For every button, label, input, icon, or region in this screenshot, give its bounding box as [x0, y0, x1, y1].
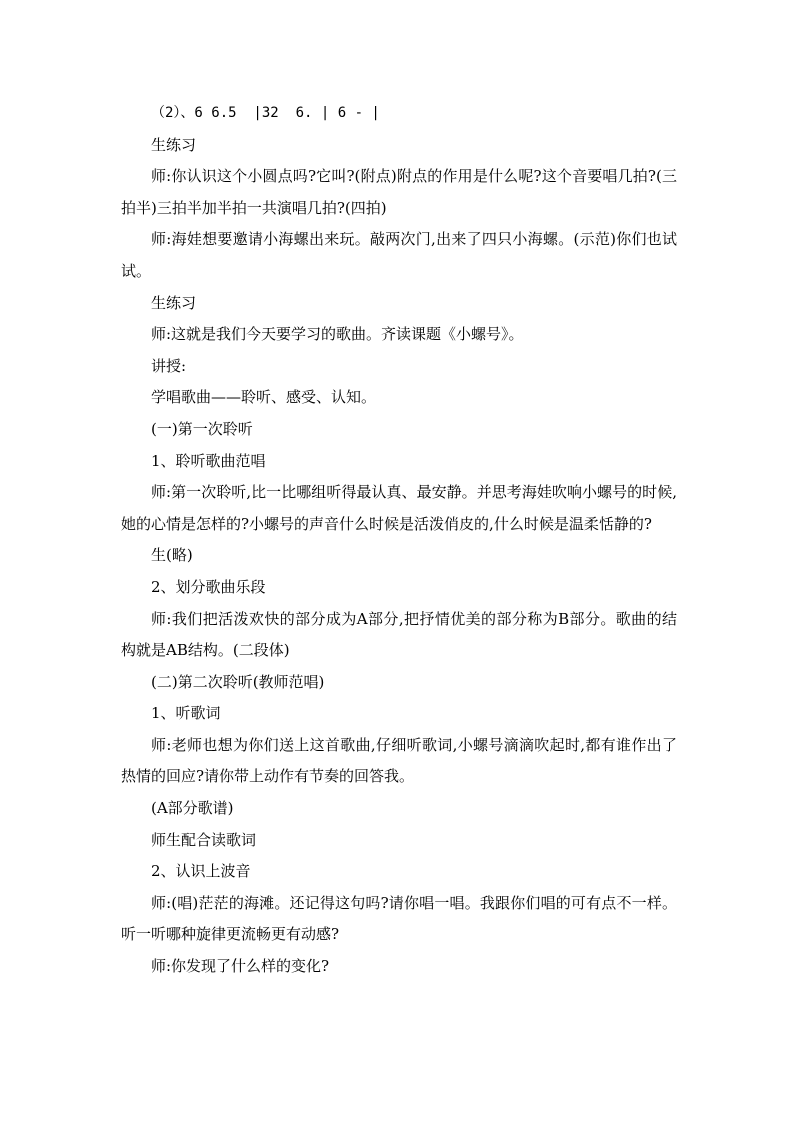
- section-heading: 学唱歌曲——聆听、感受、认知。: [151, 388, 377, 407]
- paragraph: 师:你发现了什么样的变化?: [151, 957, 330, 976]
- paragraph: 生练习: [151, 293, 197, 312]
- paragraph: 生练习: [151, 135, 197, 154]
- paragraph: (A部分歌谱): [151, 799, 234, 818]
- paragraph: 师:海娃想要邀请小海螺出来玩。敲两次门,出来了四只小海螺。(示范)你们也试试。: [121, 230, 677, 280]
- paragraph: 师:这就是我们今天要学习的歌曲。齐读课题《小螺号》。: [151, 325, 524, 344]
- paragraph: 师:你认识这个小圆点吗?它叫?(附点)附点的作用是什么呢?这个音要唱几拍?(三拍半)三拍半加半拍一共演唱几拍?(四拍): [121, 167, 677, 217]
- paragraph: 生(略): [151, 546, 193, 565]
- paragraph: 师:老师也想为你们送上这首歌曲,仔细听歌词,小螺号滴滴吹起时,都有谁作出了热情的回应?请你带上动作有节奏的回答我。: [121, 735, 677, 786]
- paragraph: 师:我们把活泼欢快的部分成为A部分,把抒情优美的部分称为B部分。歌曲的结构就是AB结构。(二段体): [121, 609, 677, 660]
- step-heading: 2、划分歌曲乐段: [151, 577, 266, 596]
- paragraph: 师:第一次聆听,比一比哪组听得最认真、最安静。并思考海娃吹响小螺号的时候,她的心情是怎样的?小螺号的声音什么时候是活泼俏皮的,什么时候是温柔恬静的?: [121, 483, 677, 533]
- paragraph: 师生配合读歌词: [151, 830, 257, 849]
- step-heading: 1、听歌词: [151, 704, 221, 723]
- score-line: （2）、6 6.5 |32 6. | 6 - |: [151, 105, 380, 121]
- paragraph: 师:(唱)茫茫的海滩。还记得这句吗?请你唱一唱。我跟你们唱的可有点不一样。听一听哪种旋律更流畅更有动感?: [121, 893, 677, 944]
- step-heading: 1、聆听歌曲范唱: [151, 451, 266, 470]
- step-heading: 2、认识上波音: [151, 862, 251, 881]
- document-body: [121, 98, 677, 983]
- subsection-heading: (一)第一次聆听: [151, 419, 253, 438]
- subsection-heading: (二)第二次聆听(教师范唱): [151, 672, 325, 691]
- section-label: 讲授:: [151, 356, 187, 375]
